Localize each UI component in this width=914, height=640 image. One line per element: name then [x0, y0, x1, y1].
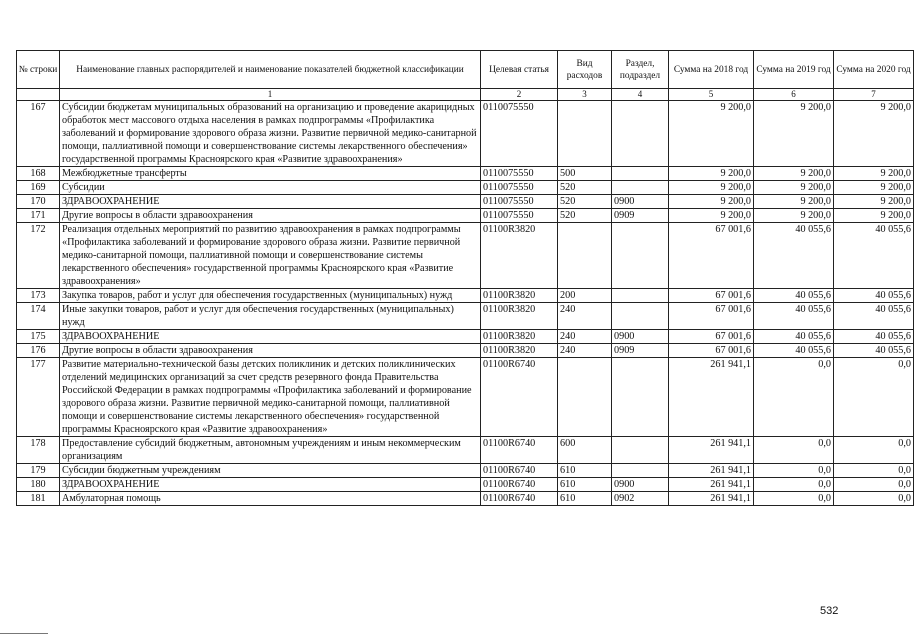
row-sum-2019: 0,0: [754, 492, 834, 506]
row-number: 167: [17, 101, 60, 167]
row-sum-2020: 0,0: [834, 492, 914, 506]
row-target-article: 0110075550: [481, 181, 558, 195]
row-sum-2020: 9 200,0: [834, 181, 914, 195]
table-row: [17, 209, 914, 223]
column-number: 2: [481, 89, 558, 101]
row-expense-type: 240: [558, 303, 612, 330]
row-number: 168: [17, 167, 60, 181]
row-name: Другие вопросы в области здравоохранения: [60, 209, 481, 223]
row-sum-2019: 0,0: [754, 437, 834, 464]
column-number: 5: [669, 89, 754, 101]
row-sum-2019: 0,0: [754, 478, 834, 492]
row-number: 175: [17, 330, 60, 344]
row-expense-type: 600: [558, 437, 612, 464]
row-sum-2019: 40 055,6: [754, 303, 834, 330]
row-sum-2019: 40 055,6: [754, 223, 834, 289]
row-expense-type: 500: [558, 167, 612, 181]
header-target-article: Целевая статья: [481, 51, 558, 89]
row-name: Иные закупки товаров, работ и услуг для обеспечения государственных (муниципальных) нужд: [60, 303, 481, 330]
row-section: 0909: [612, 209, 669, 223]
row-target-article: 01100R6740: [481, 437, 558, 464]
row-sum-2019: 9 200,0: [754, 195, 834, 209]
row-sum-2020: 40 055,6: [834, 289, 914, 303]
column-number: 6: [754, 89, 834, 101]
row-target-article: 01100R6740: [481, 358, 558, 437]
row-name: Субсидии: [60, 181, 481, 195]
table-row: [17, 344, 914, 358]
row-sum-2020: 0,0: [834, 437, 914, 464]
budget-table: [16, 50, 914, 506]
row-sum-2018: 67 001,6: [669, 303, 754, 330]
row-section: [612, 303, 669, 330]
row-sum-2018: 9 200,0: [669, 167, 754, 181]
row-name: Закупка товаров, работ и услуг для обеспечения государственных (муниципальных) нужд: [60, 289, 481, 303]
column-number: 7: [834, 89, 914, 101]
row-number: 174: [17, 303, 60, 330]
row-expense-type: 240: [558, 344, 612, 358]
row-number: 176: [17, 344, 60, 358]
row-expense-type: 240: [558, 330, 612, 344]
row-expense-type: [558, 101, 612, 167]
row-sum-2020: 40 055,6: [834, 330, 914, 344]
row-sum-2019: 9 200,0: [754, 181, 834, 195]
table-body: [17, 101, 914, 506]
table-header: [17, 51, 914, 101]
row-expense-type: 200: [558, 289, 612, 303]
row-sum-2018: 261 941,1: [669, 492, 754, 506]
row-section: [612, 358, 669, 437]
row-target-article: 0110075550: [481, 101, 558, 167]
row-target-article: 01100R6740: [481, 492, 558, 506]
row-section: [612, 223, 669, 289]
row-sum-2018: 261 941,1: [669, 478, 754, 492]
table-row: [17, 303, 914, 330]
row-number: 178: [17, 437, 60, 464]
page-number: 532: [820, 605, 839, 617]
row-section: [612, 181, 669, 195]
row-target-article: 01100R3820: [481, 289, 558, 303]
header-section: Раздел, подраздел: [612, 51, 669, 89]
row-name: Развитие материально-технической базы детских поликлиник и детских поликлинических отделений медицинских организаций за счет средств резервного фонда Правительства Российской Федерации в рамках подпрограммы «Профилактика заболеваний и формирование здорового образа жизни. Развитие первичной медико-санитарной помощи, паллиативной помощи и совершенствование системы лекарственного обеспечения» государственной программы Красноярского края «Развитие здравоохранения»: [60, 358, 481, 437]
row-expense-type: 520: [558, 181, 612, 195]
row-section: 0900: [612, 330, 669, 344]
row-target-article: 0110075550: [481, 195, 558, 209]
row-sum-2020: 0,0: [834, 464, 914, 478]
row-section: 0900: [612, 195, 669, 209]
row-expense-type: [558, 358, 612, 437]
table-row: [17, 181, 914, 195]
table-row: [17, 437, 914, 464]
row-name: Субсидии бюджетам муниципальных образований на организацию и проведение акарицидных обработок мест массового отдыха населения в рамках подпрограммы «Профилактика заболеваний и формирование здорового образа жизни. Развитие первичной медико-санитарной помощи, паллиативной помощи и совершенствование системы лекарственного обеспечения» государственной программы Красноярского края «Развитие здравоохранения»: [60, 101, 481, 167]
header-sum-2018: Сумма на 2018 год: [669, 51, 754, 89]
row-section: 0900: [612, 478, 669, 492]
row-sum-2018: 261 941,1: [669, 437, 754, 464]
row-sum-2020: 0,0: [834, 358, 914, 437]
row-sum-2018: 67 001,6: [669, 289, 754, 303]
row-name: ЗДРАВООХРАНЕНИЕ: [60, 478, 481, 492]
row-name: Предоставление субсидий бюджетным, автономным учреждениям и иным некоммерческим организациям: [60, 437, 481, 464]
row-sum-2018: 261 941,1: [669, 358, 754, 437]
header-row-number: № строки: [17, 51, 60, 89]
table-row: [17, 101, 914, 167]
row-target-article: 01100R3820: [481, 223, 558, 289]
row-name: Реализация отдельных мероприятий по развитию здравоохранения в рамках подпрограммы «Профилактика заболеваний и формирование здорового образа жизни. Развитие первичной медико-санитарной помощи, паллиативной помощи и совершенствование системы лекарственного обеспечения» государственной программы Красноярского края «Развитие здравоохранения»: [60, 223, 481, 289]
table-row: [17, 223, 914, 289]
row-section: 0909: [612, 344, 669, 358]
column-number: [17, 89, 60, 101]
row-sum-2018: 67 001,6: [669, 330, 754, 344]
row-expense-type: 610: [558, 478, 612, 492]
row-number: 180: [17, 478, 60, 492]
column-number-row: [17, 89, 914, 101]
row-sum-2018: 9 200,0: [669, 101, 754, 167]
row-number: 173: [17, 289, 60, 303]
row-name: Другие вопросы в области здравоохранения: [60, 344, 481, 358]
table-row: [17, 358, 914, 437]
row-section: [612, 101, 669, 167]
row-sum-2019: 9 200,0: [754, 167, 834, 181]
column-number: 3: [558, 89, 612, 101]
row-sum-2020: 40 055,6: [834, 303, 914, 330]
row-section: [612, 289, 669, 303]
row-name: Межбюджетные трансферты: [60, 167, 481, 181]
row-section: [612, 464, 669, 478]
header-sum-2020: Сумма на 2020 год: [834, 51, 914, 89]
row-expense-type: 610: [558, 492, 612, 506]
row-sum-2020: 9 200,0: [834, 195, 914, 209]
table-row: [17, 195, 914, 209]
row-name: ЗДРАВООХРАНЕНИЕ: [60, 330, 481, 344]
row-sum-2020: 9 200,0: [834, 101, 914, 167]
row-target-article: 01100R6740: [481, 464, 558, 478]
row-number: 169: [17, 181, 60, 195]
table-row: [17, 464, 914, 478]
row-number: 179: [17, 464, 60, 478]
row-number: 171: [17, 209, 60, 223]
table-row: [17, 330, 914, 344]
table-row: [17, 492, 914, 506]
row-name: Амбулаторная помощь: [60, 492, 481, 506]
row-sum-2019: 0,0: [754, 464, 834, 478]
row-expense-type: 520: [558, 209, 612, 223]
row-sum-2019: 9 200,0: [754, 101, 834, 167]
row-sum-2018: 261 941,1: [669, 464, 754, 478]
row-sum-2018: 9 200,0: [669, 181, 754, 195]
row-number: 172: [17, 223, 60, 289]
row-sum-2020: 0,0: [834, 478, 914, 492]
row-section: 0902: [612, 492, 669, 506]
row-sum-2019: 40 055,6: [754, 289, 834, 303]
row-section: [612, 167, 669, 181]
row-target-article: 01100R3820: [481, 344, 558, 358]
row-sum-2019: 40 055,6: [754, 344, 834, 358]
table-row: [17, 478, 914, 492]
row-number: 177: [17, 358, 60, 437]
row-number: 170: [17, 195, 60, 209]
row-target-article: 0110075550: [481, 209, 558, 223]
column-number: 1: [60, 89, 481, 101]
row-target-article: 01100R3820: [481, 330, 558, 344]
header-name: Наименование главных распорядителей и наименование показателей бюджетной классификации: [60, 51, 481, 89]
row-target-article: 0110075550: [481, 167, 558, 181]
row-sum-2020: 9 200,0: [834, 167, 914, 181]
scan-edge-line: [0, 633, 48, 634]
row-section: [612, 437, 669, 464]
row-sum-2018: 9 200,0: [669, 209, 754, 223]
row-sum-2020: 40 055,6: [834, 344, 914, 358]
row-target-article: 01100R3820: [481, 303, 558, 330]
row-expense-type: [558, 223, 612, 289]
header-sum-2019: Сумма на 2019 год: [754, 51, 834, 89]
row-sum-2018: 67 001,6: [669, 223, 754, 289]
row-sum-2019: 9 200,0: [754, 209, 834, 223]
row-sum-2018: 9 200,0: [669, 195, 754, 209]
table-row: [17, 289, 914, 303]
row-name: ЗДРАВООХРАНЕНИЕ: [60, 195, 481, 209]
row-sum-2018: 67 001,6: [669, 344, 754, 358]
row-target-article: 01100R6740: [481, 478, 558, 492]
row-name: Субсидии бюджетным учреждениям: [60, 464, 481, 478]
header-expense-type: Вид расходов: [558, 51, 612, 89]
row-sum-2020: 40 055,6: [834, 223, 914, 289]
row-sum-2020: 9 200,0: [834, 209, 914, 223]
row-number: 181: [17, 492, 60, 506]
table-row: [17, 167, 914, 181]
row-expense-type: 520: [558, 195, 612, 209]
column-number: 4: [612, 89, 669, 101]
row-expense-type: 610: [558, 464, 612, 478]
row-sum-2019: 40 055,6: [754, 330, 834, 344]
row-sum-2019: 0,0: [754, 358, 834, 437]
